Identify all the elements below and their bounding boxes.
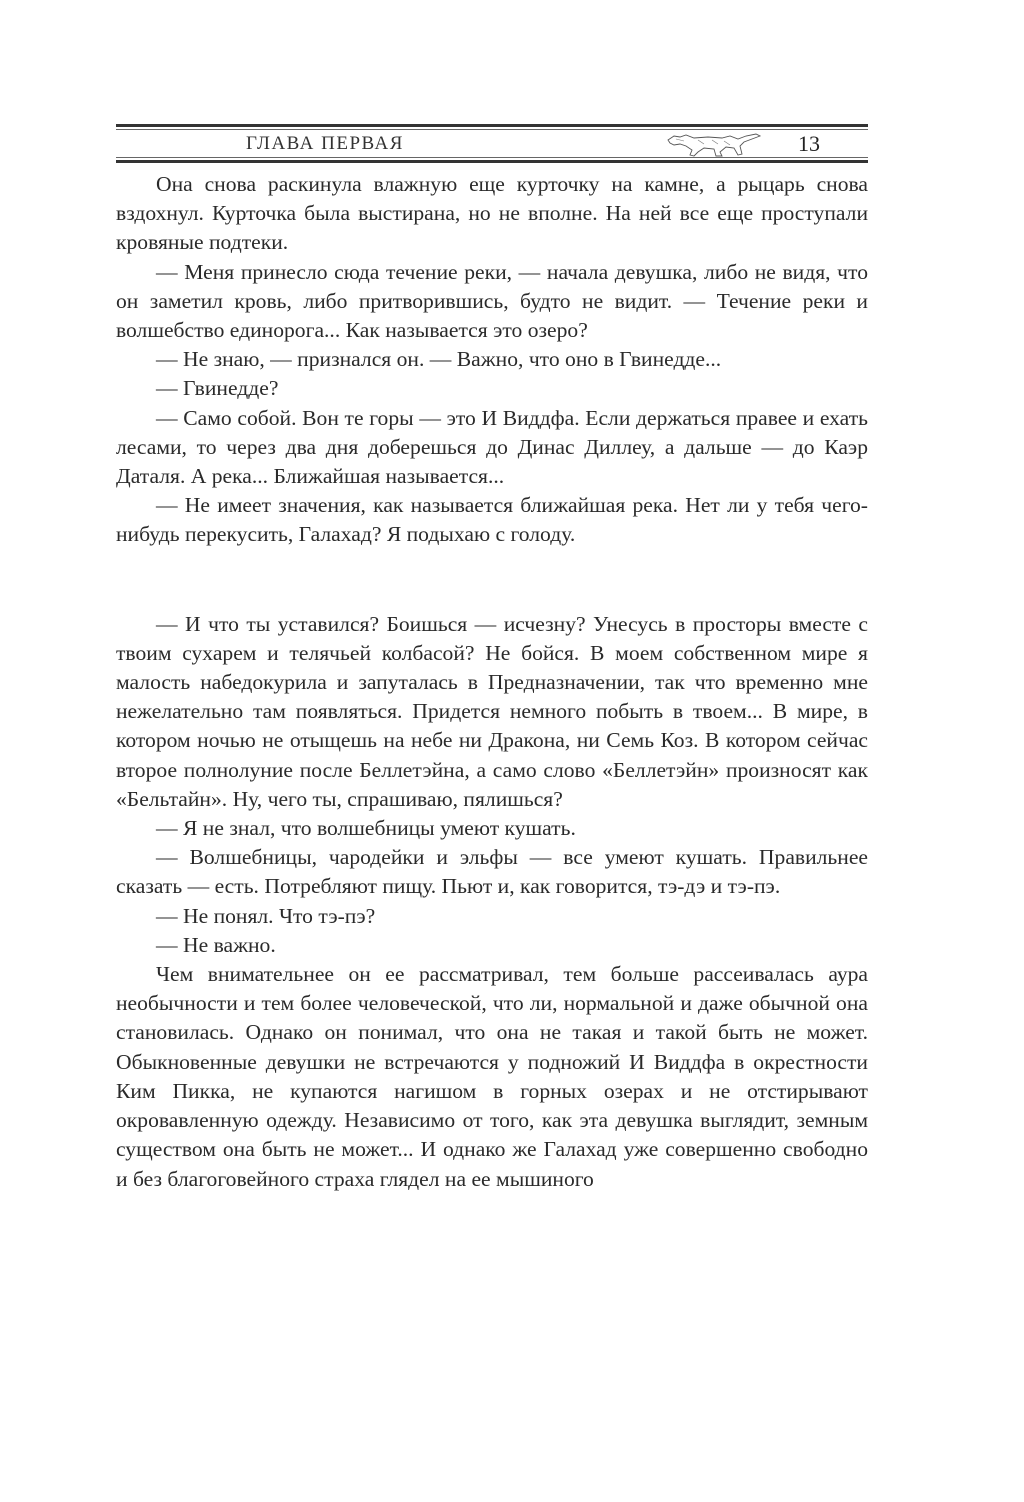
dialogue-line: — Волшебницы, чародейки и эльфы — все умеют кушать. Правильнее сказать — есть. Потребляют пищу. Пьют и, как говорится, тэ-дэ и тэ-пэ. (116, 845, 868, 899)
dialogue-line: — Не имеет значения, как называется ближайшая река. Нет ли у тебя чего-нибудь перекусить, Галахад? Я подыхаю с голоду. (116, 493, 868, 547)
dialogue-line: — Гвинедде? (156, 376, 279, 401)
running-header (116, 124, 868, 160)
header-rule (116, 124, 868, 127)
dialogue-line: — Меня принесло сюда течение реки, — начала девушка, либо не видя, что он заметил кровь, либо притворившись, будто не видит. — Течение реки и волшебство единорога... Как называется это озеро? (116, 259, 868, 343)
page-number: 13 (798, 131, 820, 156)
dialogue-line: — И что ты уставился? Боишься — исчезну? Унесусь в просторы вместе с твоим сухарем и телячьей колбасой? Не бойся. В моем собственном мире я малость набедокурила и запуталась в Предназначении, так что временно мне нежелательно там появляться. Придется немного побыть в твоем... В мире, в котором ночью не отыщешь на небе ни Дракона, ни Семь Коз. В котором сейчас второе полнолуние после Беллетэйна, а само слово «Беллетэйн» произносят как «Бельтайн». Ну, чего ты, спрашиваю, пялишься? (116, 611, 868, 811)
section-break (116, 550, 868, 610)
paragraph: Чем внимательнее он ее рассматривал, тем больше рассеивалась аура необычности и тем более человеческой, что ли, нормальной и даже обычной она становилась. Однако он понимал, что она не такая и такой быть не может. Обыкновенные девушки не встречаются у подножий И Виддфа в окрестности Ким Пикка, не купаются нагишом в горных озерах и не отстирывают окровавленную одежду. Независимо от того, как эта девушка выглядит, земным существом она быть не может... И однако же Галахад уже совершенно свободно и без благоговейного страха глядел на ее мышиного (116, 962, 868, 1191)
dialogue-line: — Само собой. Вон те горы — это И Виддфа. Если держаться правее и ехать лесами, то через два дня доберешься до Динас Диллеу, а дальше — до Каэр Даталя. А река... Ближайшая называется... (116, 405, 868, 489)
chapter-title: ГЛАВА ПЕРВАЯ (246, 133, 404, 154)
header-rule (116, 157, 868, 158)
paragraph: Она снова раскинула влажную еще курточку на камне, а рыцарь снова вздохнул. Курточка была выстирана, но не вполне. На ней все еще проступали кровяные подтеки. (116, 172, 868, 255)
dialogue-line: — Я не знал, что волшебницы умеют кушать. (156, 816, 576, 841)
dialogue-line: — Не знаю, — признался он. — Важно, что оно в Гвинедде... (156, 347, 722, 372)
wolf-icon (664, 130, 764, 158)
page-body (116, 170, 868, 1194)
dialogue-line: — Не понял. Что тэ-пэ? (156, 903, 376, 928)
dialogue-line: — Не важно. (156, 932, 276, 957)
header-rule (116, 160, 868, 163)
